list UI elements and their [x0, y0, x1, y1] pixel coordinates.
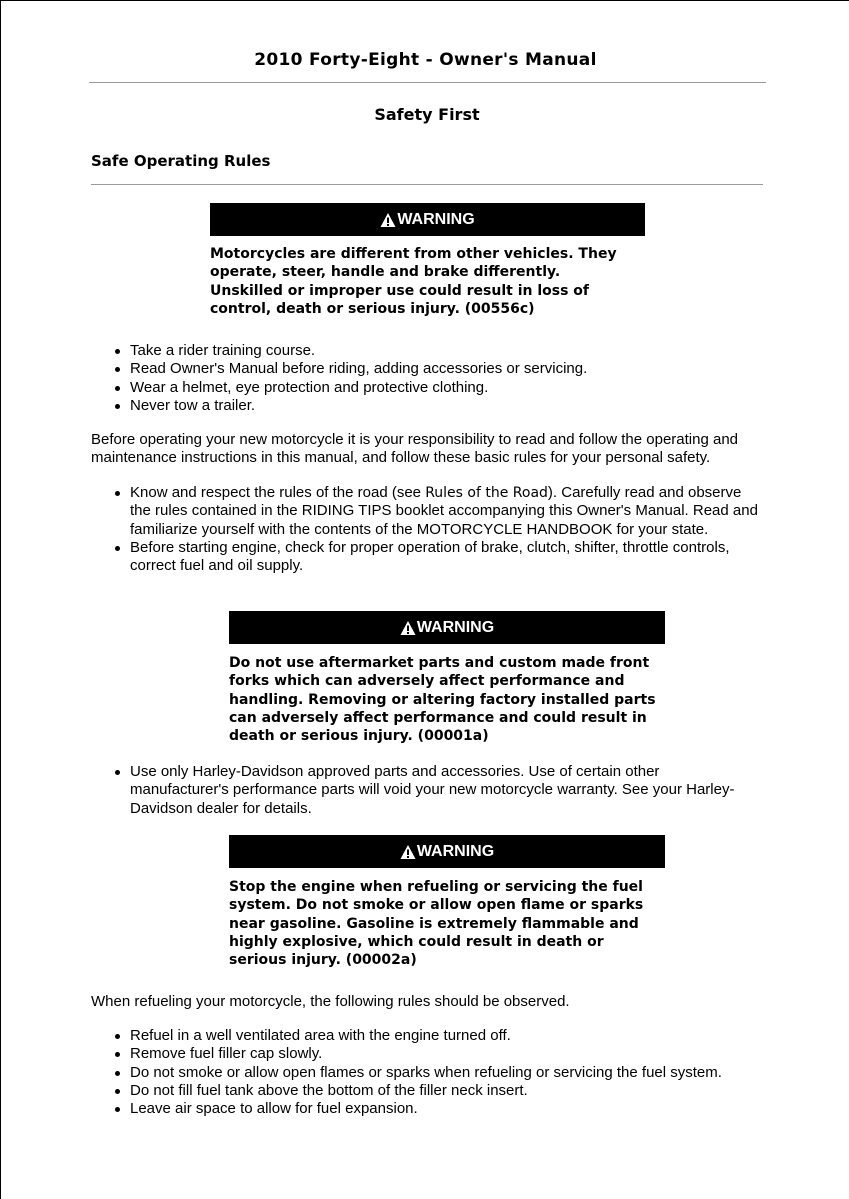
subsection-title: Safe Operating Rules	[91, 152, 271, 170]
warning-triangle-icon	[380, 212, 396, 228]
warning-text: Stop the engine when refueling or servicing the fuel system. Do not smoke or allow open flame or sparks near gasoline. Gasoline is extremely flammable and highly explosive, which could result in death or serious injury. (00002a)	[229, 879, 644, 969]
warning-label: WARNING	[416, 618, 495, 636]
warning-banner	[210, 203, 645, 236]
warning-text: Motorcycles are different from other vehicles. They operate, steer, handle and brake differently. Unskilled or improper use could result in loss of control, death or serious injury. (00556c)	[210, 246, 617, 317]
list-item-text: Know and respect the rules of the road (see	[130, 484, 426, 501]
warning-text: Do not use aftermarket parts and custom made front forks which can adversely affect performance and handling. Removing or altering factory installed parts can adversely affect performance and could result in death or serious injury. (00001a)	[229, 655, 656, 745]
list-item: Read Owner's Manual before riding, adding accessories or servicing.	[130, 360, 830, 378]
warning-label: WARNING	[397, 210, 475, 228]
document-title: 2010 Forty-Eight - Owner's Manual	[254, 50, 597, 70]
subsection-divider	[91, 184, 763, 185]
list-item: Refuel in a well ventilated area with the engine turned off.	[130, 1027, 830, 1045]
warning-banner	[229, 835, 665, 868]
title-divider	[89, 82, 766, 83]
list-item: Use only Harley-Davidson approved parts and accessories. Use of certain other manufacturer's performance parts will void your new motorcycle warranty. See your Harley-Davidson dealer for details.	[130, 763, 760, 818]
warning-label: WARNING	[416, 842, 495, 860]
list-item: Do not fill fuel tank above the bottom of the filler neck insert.	[130, 1082, 830, 1100]
operating-rules-list	[91, 484, 760, 575]
list-item: Wear a helmet, eye protection and protective clothing.	[130, 379, 830, 397]
list-item: Leave air space to allow for fuel expansion.	[130, 1100, 830, 1118]
refueling-paragraph: When refueling your motorcycle, the following rules should be observed.	[91, 993, 570, 1010]
list-item-text: ). Carefully read and observe the rules contained in the RIDING TIPS booklet accompanying this Owner's Manual. Read and familiarize yourself with the contents of the MOTORCYCLE HANDBOOK for your state.	[130, 484, 758, 538]
rules-of-the-road-link[interactable]: Rules of the Road	[425, 485, 548, 501]
parts-rules-list	[91, 763, 760, 818]
section-title: Safety First	[374, 105, 480, 124]
list-item: Remove fuel filler cap slowly.	[130, 1045, 830, 1063]
responsibility-paragraph: Before operating your new motorcycle it is your responsibility to read and follow the operating and maintenance instructions in this manual, and follow these basic rules for your personal safety.	[91, 431, 739, 467]
list-item: Before starting engine, check for proper operation of brake, clutch, shifter, throttle controls, correct fuel and oil supply.	[130, 539, 760, 576]
list-item: Never tow a trailer.	[130, 397, 830, 415]
list-item: Do not smoke or allow open flames or sparks when refueling or servicing the fuel system.	[130, 1064, 830, 1082]
refueling-rules-list	[91, 1027, 830, 1118]
warning-triangle-icon	[400, 620, 416, 636]
warning-triangle-icon	[400, 844, 416, 860]
rider-rules-list	[91, 342, 830, 415]
list-item	[130, 484, 760, 539]
list-item: Take a rider training course.	[130, 342, 830, 360]
warning-banner	[229, 611, 665, 644]
